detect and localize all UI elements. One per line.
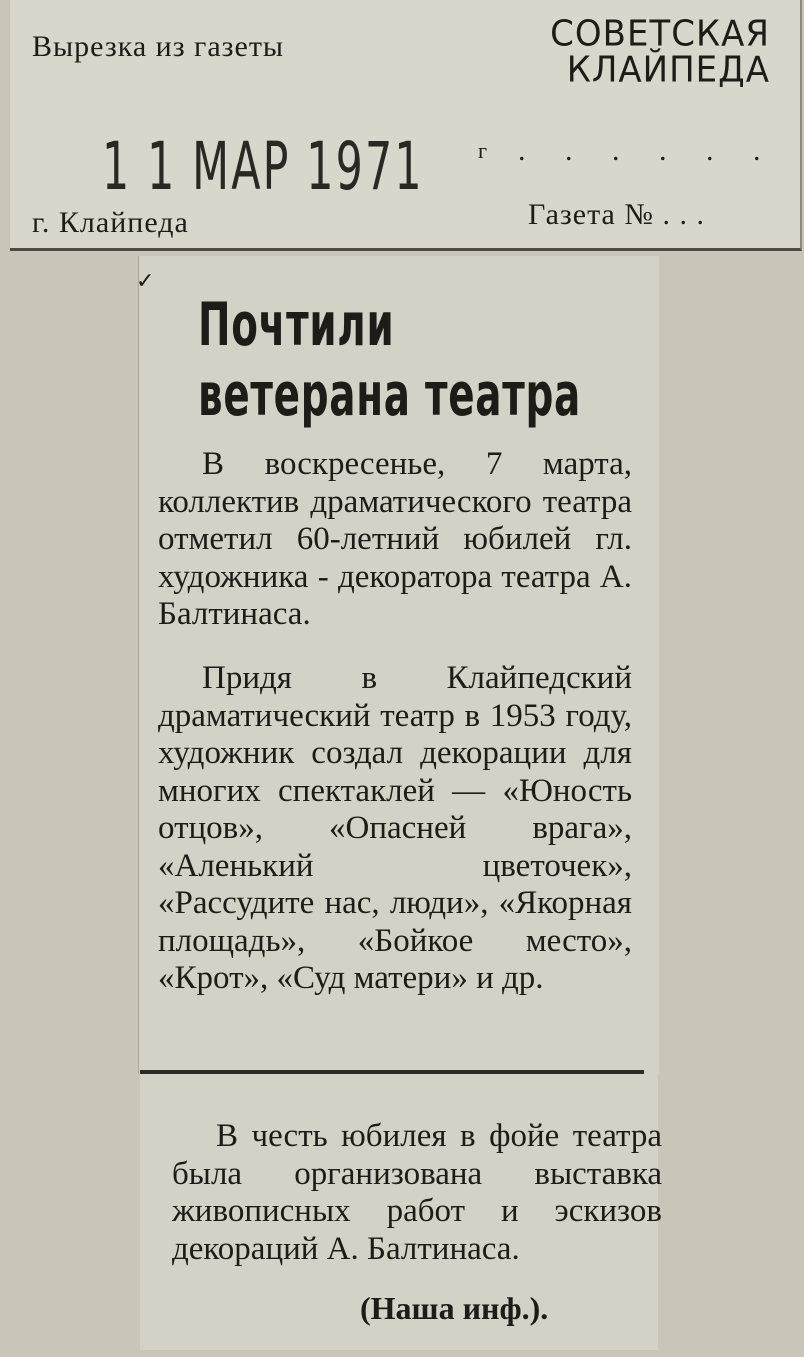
column-divider-rule [140,1070,644,1074]
paragraph-1-text: В воскресенье, 7 марта, коллектив драматического театра отметил 60-летний юбилей гл. художника - декоратора театра А. Балтинаса. [158,446,632,632]
headline-line1: Почтили [198,290,395,360]
gazeta-number-label: Газета № . . . [528,198,705,231]
headline-line2: ветерана театра [198,360,581,430]
newspaper-name [550,13,770,91]
article-paragraph-1 [158,446,632,634]
paragraph-2-text: Придя в Клайпедский драматический театр в 1953 году, художник создал декорации для многих спектаклей — «Юность отцов», «Опасней врага», «Аленький цветочек», «Рассудите нас, люди», «Якорная площадь», «Бойкое место», «Крот», «Суд матери» и др. [158,660,632,996]
article-paragraph-3 [172,1118,662,1268]
article-headline [198,290,581,430]
article-paragraph-2 [158,660,632,998]
check-mark-icon: ✓ [136,268,155,293]
card-label: Вырезка из газеты [32,30,285,63]
date-stamp: 1 1 МАР 1971 [102,128,424,205]
city-label: г. Клайпеда [32,206,189,239]
date-dots: . . . . . . [518,134,777,167]
clipping-index-card [10,0,802,251]
article-source: (Наша инф.). [360,1290,549,1326]
newspaper-name-line2: КЛАЙПЕДА [566,48,770,91]
paragraph-3-text: В честь юбилея в фойе театра была организована выставка живописных работ и эскизов декораций А. Балтинаса. [172,1118,662,1267]
newspaper-name-line1: СОВЕТСКАЯ [550,13,770,56]
date-suffix: г [478,138,488,163]
